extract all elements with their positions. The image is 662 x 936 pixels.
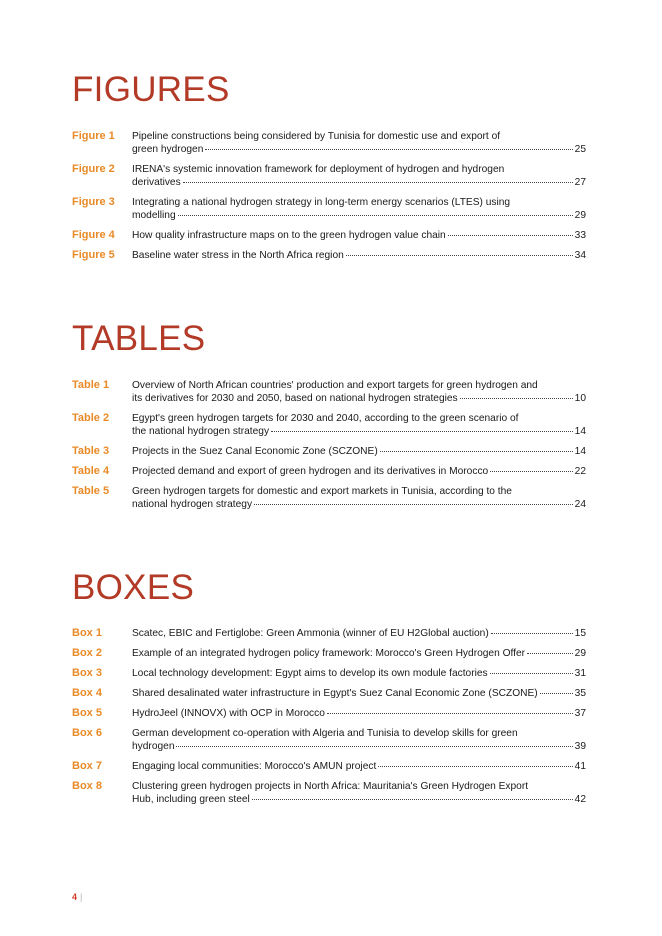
dot-leader (378, 766, 572, 767)
entry-page: 15 (574, 628, 586, 639)
figure-entry-5[interactable] (72, 249, 586, 269)
dot-leader (327, 713, 573, 714)
entry-title: HydroJeel (INNOVX) with OCP in Morocco (132, 708, 325, 719)
box-entry-5[interactable] (72, 707, 586, 727)
entry-page: 33 (574, 230, 586, 241)
entry-title-line: Clustering green hydrogen projects in North Africa: Mauritania's Green Hydrogen Export (132, 781, 529, 792)
entry-title-line: Green hydrogen targets for domestic and export markets in Tunisia, according to the (132, 486, 512, 497)
entry-label: Table 1 (72, 379, 110, 391)
figure-entry-4[interactable] (72, 229, 586, 249)
entry-page: 22 (574, 466, 586, 477)
entry-title: hydrogen (132, 741, 175, 753)
entry-title: green hydrogen (132, 144, 204, 156)
dot-leader (448, 235, 573, 236)
entry-label: Box 7 (72, 760, 102, 772)
table-entry-5[interactable] (72, 485, 586, 518)
entry-title: Projected demand and export of green hydrogen and its derivatives in Morocco (132, 466, 489, 477)
entry-title-line: IRENA's systemic innovation framework for deployment of hydrogen and hydrogen (132, 164, 505, 175)
entry-page: 31 (574, 668, 586, 679)
entry-label: Figure 3 (72, 196, 115, 208)
entry-title-line: Pipeline constructions being considered by Tunisia for domestic use and export of (132, 131, 501, 142)
entry-title-line: German development co-operation with Algeria and Tunisia to develop skills for green (132, 728, 518, 739)
figures-list (72, 130, 586, 269)
entry-title-line: Egypt's green hydrogen targets for 2030 and 2040, according to the green scenario of (132, 413, 519, 424)
dot-leader (176, 746, 572, 747)
table-entry-3[interactable] (72, 445, 586, 465)
table-entry-1[interactable] (72, 379, 586, 412)
dot-leader (254, 504, 573, 505)
entry-page: 41 (574, 761, 586, 772)
entry-page: 24 (574, 499, 586, 511)
dot-leader (183, 182, 573, 183)
entry-title-line: Integrating a national hydrogen strategy in long-term energy scenarios (LTES) using (132, 197, 511, 208)
box-entry-7[interactable] (72, 760, 586, 780)
box-entry-3[interactable] (72, 667, 586, 687)
entry-label: Figure 2 (72, 163, 115, 175)
dot-leader (490, 673, 573, 674)
entry-label: Box 5 (72, 707, 102, 719)
entry-label: Figure 1 (72, 130, 115, 142)
tables-list (72, 379, 586, 518)
footer-separator: | (80, 892, 83, 902)
box-entry-8[interactable] (72, 780, 586, 813)
box-entry-6[interactable] (72, 727, 586, 760)
dot-leader (205, 149, 572, 150)
table-entry-2[interactable] (72, 412, 586, 445)
box-entry-4[interactable] (72, 687, 586, 707)
entry-page: 27 (574, 177, 586, 189)
table-entry-4[interactable] (72, 465, 586, 485)
entry-label: Table 5 (72, 485, 110, 497)
page-footer (72, 892, 82, 902)
dot-leader (540, 693, 573, 694)
entry-label: Box 3 (72, 667, 102, 679)
entry-label: Box 2 (72, 647, 102, 659)
entry-title: Projects in the Suez Canal Economic Zone (SCZONE) (132, 446, 378, 457)
entry-page: 42 (574, 794, 586, 806)
entry-title: the national hydrogen strategy (132, 426, 270, 438)
boxes-list (72, 627, 586, 813)
figure-entry-1[interactable] (72, 130, 586, 163)
entry-title: Hub, including green steel (132, 794, 250, 806)
dot-leader (460, 398, 573, 399)
entry-title: Engaging local communities: Morocco's AMUN project (132, 761, 377, 772)
boxes-heading: BOXES (72, 568, 195, 607)
dot-leader (271, 431, 573, 432)
tables-heading: TABLES (72, 319, 206, 358)
entry-title: derivatives (132, 177, 181, 189)
figure-entry-2[interactable] (72, 163, 586, 196)
entry-title: Local technology development: Egypt aims to develop its own module factories (132, 668, 488, 679)
entry-title: its derivatives for 2030 and 2050, based on national hydrogen strategies (132, 393, 458, 405)
box-entry-1[interactable] (72, 627, 586, 647)
dot-leader (346, 255, 573, 256)
dot-leader (252, 799, 573, 800)
entry-page: 34 (574, 250, 586, 261)
box-entry-2[interactable] (72, 647, 586, 667)
entry-page: 29 (574, 210, 586, 222)
entry-label: Box 1 (72, 627, 102, 639)
entry-page: 37 (574, 708, 586, 719)
entry-page: 39 (574, 741, 586, 753)
entry-title: Shared desalinated water infrastructure in Egypt's Suez Canal Economic Zone (SCZONE) (132, 688, 538, 699)
entry-title: national hydrogen strategy (132, 499, 253, 511)
entry-title: Example of an integrated hydrogen policy framework: Morocco's Green Hydrogen Offer (132, 648, 526, 659)
entry-page: 25 (574, 144, 586, 156)
dot-leader (490, 471, 572, 472)
entry-page: 14 (574, 446, 586, 457)
dot-leader (178, 215, 573, 216)
entry-label: Table 2 (72, 412, 110, 424)
entry-label: Box 8 (72, 780, 102, 792)
entry-label: Box 4 (72, 687, 102, 699)
figures-heading: FIGURES (72, 70, 230, 109)
entry-page: 29 (574, 648, 586, 659)
figure-entry-3[interactable] (72, 196, 586, 229)
entry-label: Box 6 (72, 727, 102, 739)
entry-label: Table 3 (72, 445, 110, 457)
entry-page: 14 (574, 426, 586, 438)
entry-page: 35 (574, 688, 586, 699)
entry-label: Table 4 (72, 465, 110, 477)
dot-leader (527, 653, 573, 654)
dot-leader (380, 451, 573, 452)
entry-title: Scatec, EBIC and Fertiglobe: Green Ammonia (winner of EU H2Global auction) (132, 628, 489, 639)
entry-title: How quality infrastructure maps on to the green hydrogen value chain (132, 230, 446, 241)
entry-label: Figure 4 (72, 229, 115, 241)
dot-leader (491, 633, 573, 634)
page-number: 4 (72, 892, 78, 902)
entry-title: Baseline water stress in the North Africa region (132, 250, 344, 261)
entry-page: 10 (574, 393, 586, 405)
entry-title-line: Overview of North African countries' production and export targets for green hydrogen and (132, 380, 538, 391)
entry-label: Figure 5 (72, 249, 115, 261)
entry-title: modelling (132, 210, 176, 222)
